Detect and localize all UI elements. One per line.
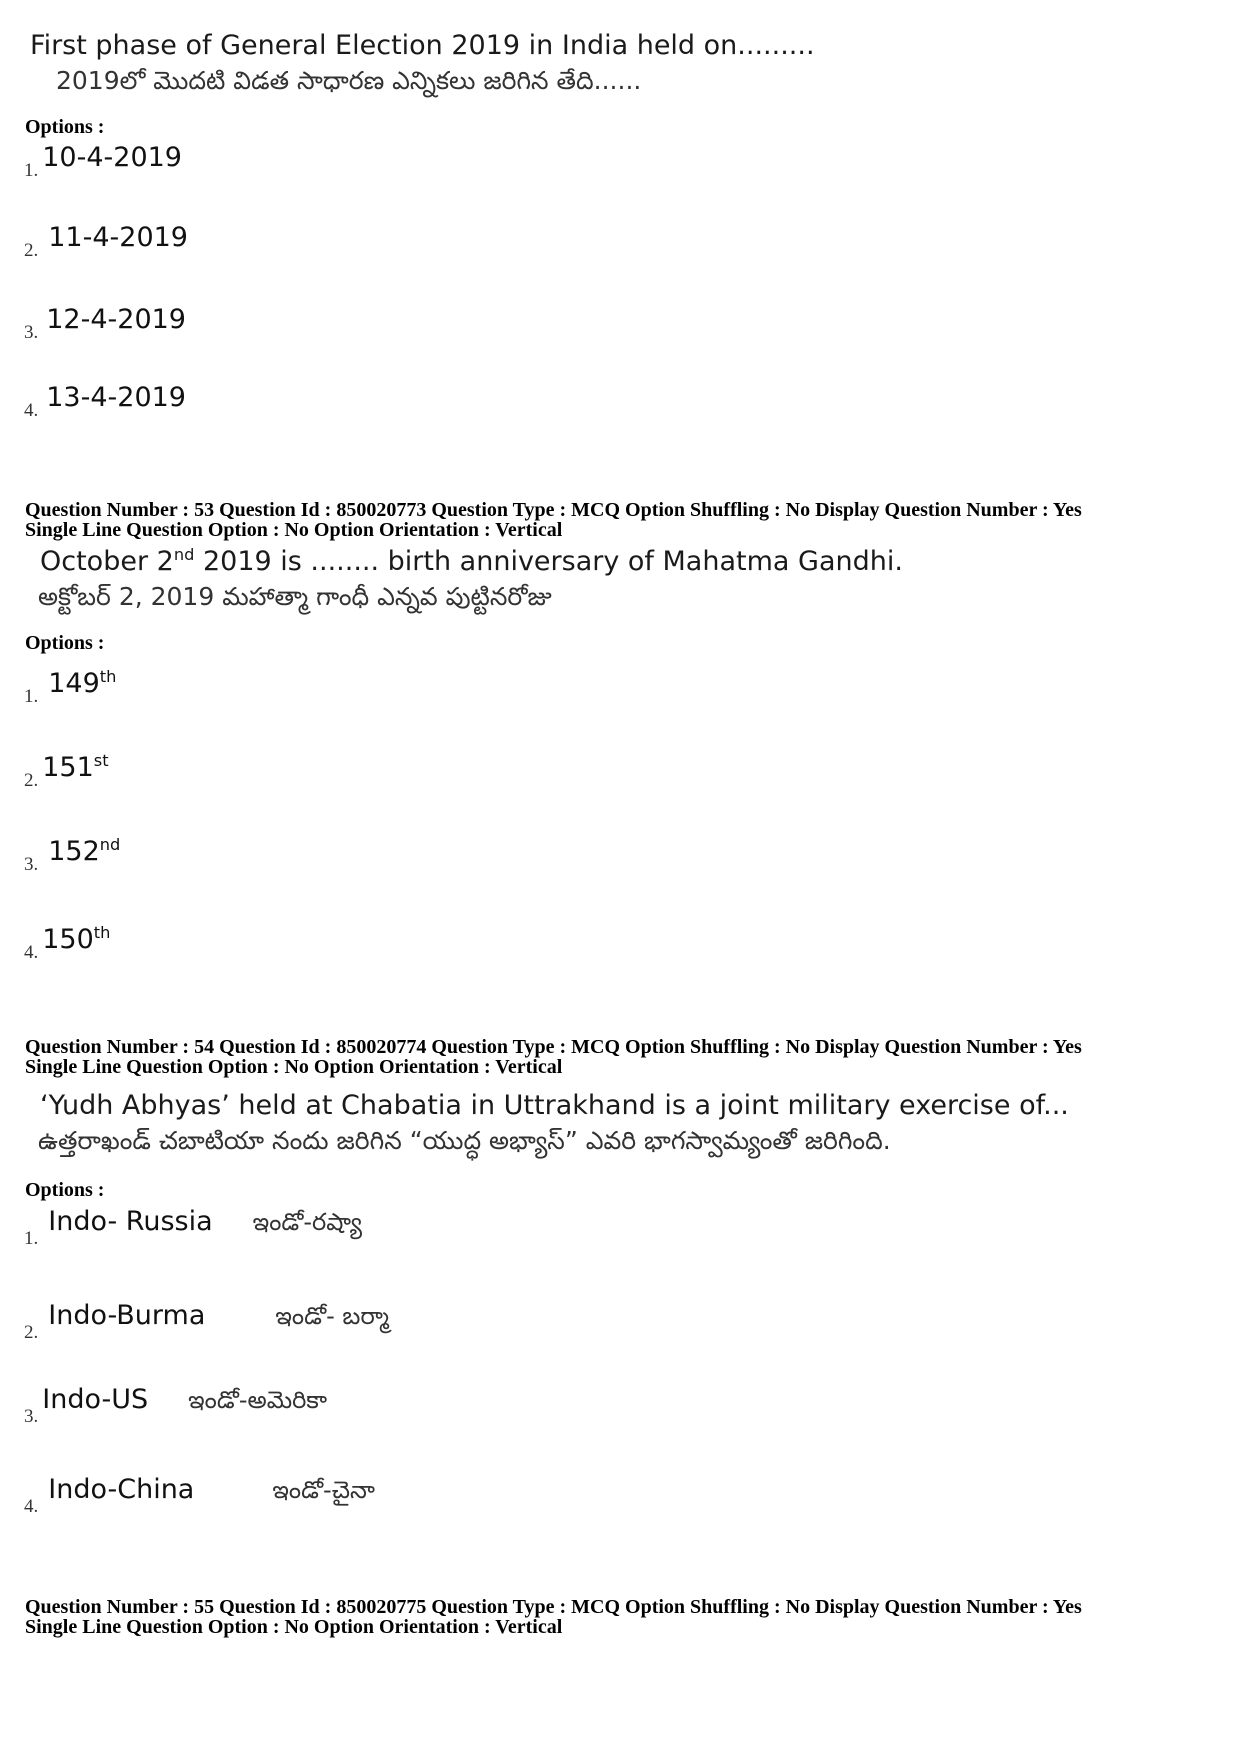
option-text-te: ఇండో- బర్మా bbox=[275, 1302, 389, 1330]
options-label: Options : bbox=[25, 116, 105, 138]
question-52-text-te: 2019లో మొదటి విడత సాధారణ ఎన్నికలు జరిగిన తేది...... bbox=[56, 66, 642, 95]
option-text: Indo- Russia bbox=[48, 1206, 213, 1237]
option-text: 149th bbox=[48, 667, 117, 699]
option-item[interactable] bbox=[24, 222, 188, 261]
option-item[interactable] bbox=[24, 382, 186, 421]
option-item[interactable] bbox=[24, 667, 117, 707]
option-number: 4. bbox=[24, 1496, 39, 1517]
option-text: 13-4-2019 bbox=[46, 382, 186, 413]
question-53-meta-line2: Single Line Question Option : No Option Orientation : Vertical bbox=[25, 519, 563, 541]
option-item[interactable] bbox=[24, 835, 121, 875]
option-item[interactable] bbox=[24, 1474, 375, 1517]
option-text: 11-4-2019 bbox=[48, 222, 188, 253]
option-number: 2. bbox=[24, 240, 39, 261]
options-label: Options : bbox=[25, 1179, 105, 1201]
option-item[interactable] bbox=[24, 304, 186, 343]
option-text: Indo-US bbox=[42, 1384, 149, 1415]
option-text: 150th bbox=[42, 923, 111, 955]
option-text: Indo-Burma bbox=[48, 1300, 206, 1331]
option-item[interactable] bbox=[24, 751, 109, 791]
option-number: 1. bbox=[24, 160, 39, 181]
option-text-te: ఇండో-రష్యా bbox=[252, 1208, 362, 1236]
option-number: 2. bbox=[24, 1322, 39, 1343]
question-55-meta-line1: Question Number : 55 Question Id : 850020775 Question Type : MCQ Option Shuffling : No Display Question Number : Yes bbox=[25, 1596, 1082, 1618]
question-55-meta-line2: Single Line Question Option : No Option Orientation : Vertical bbox=[25, 1616, 563, 1638]
option-item[interactable] bbox=[24, 1384, 328, 1427]
option-text: 10-4-2019 bbox=[42, 142, 182, 173]
question-52-text-en: First phase of General Election 2019 in India held on......... bbox=[30, 30, 815, 61]
option-text-te: ఇండో-చైనా bbox=[272, 1476, 375, 1504]
option-number: 2. bbox=[24, 770, 39, 791]
option-text-te: ఇండో-అమెరికా bbox=[188, 1386, 328, 1414]
option-text: Indo-China bbox=[48, 1474, 195, 1505]
option-text: 12-4-2019 bbox=[46, 304, 186, 335]
question-54-meta-line2: Single Line Question Option : No Option Orientation : Vertical bbox=[25, 1056, 563, 1078]
option-number: 3. bbox=[24, 1406, 39, 1427]
question-54-meta-line1: Question Number : 54 Question Id : 850020774 Question Type : MCQ Option Shuffling : No Display Question Number : Yes bbox=[25, 1036, 1082, 1058]
option-number: 4. bbox=[24, 942, 39, 963]
option-item[interactable] bbox=[24, 1300, 389, 1343]
option-number: 4. bbox=[24, 400, 39, 421]
options-label: Options : bbox=[25, 632, 105, 654]
option-item[interactable] bbox=[24, 923, 111, 963]
question-53-text-en: October 2nd 2019 is ........ birth anniversary of Mahatma Gandhi. bbox=[40, 545, 903, 577]
option-text: 152nd bbox=[48, 835, 121, 867]
option-text: 151st bbox=[42, 751, 109, 783]
question-53-text-te: అక్టోబర్ 2, 2019 మహాత్మా గాంధీ ఎన్నవ పుట్టినరోజు bbox=[38, 582, 552, 611]
question-53-meta-line1: Question Number : 53 Question Id : 850020773 Question Type : MCQ Option Shuffling : No Display Question Number : Yes bbox=[25, 499, 1082, 521]
option-number: 1. bbox=[24, 686, 39, 707]
option-item[interactable] bbox=[24, 1206, 362, 1249]
option-item[interactable] bbox=[24, 142, 182, 181]
question-54-text-en: ‘Yudh Abhyas’ held at Chabatia in Uttrakhand is a joint military exercise of... bbox=[40, 1090, 1069, 1121]
option-number: 3. bbox=[24, 854, 39, 875]
option-number: 3. bbox=[24, 322, 39, 343]
option-number: 1. bbox=[24, 1228, 39, 1249]
question-54-text-te: ఉత్తరాఖండ్ చబాటియా నందు జరిగిన “యుద్ధ అభ్యాస్” ఎవరి భాగస్వామ్యంతో జరిగింది. bbox=[38, 1126, 891, 1155]
